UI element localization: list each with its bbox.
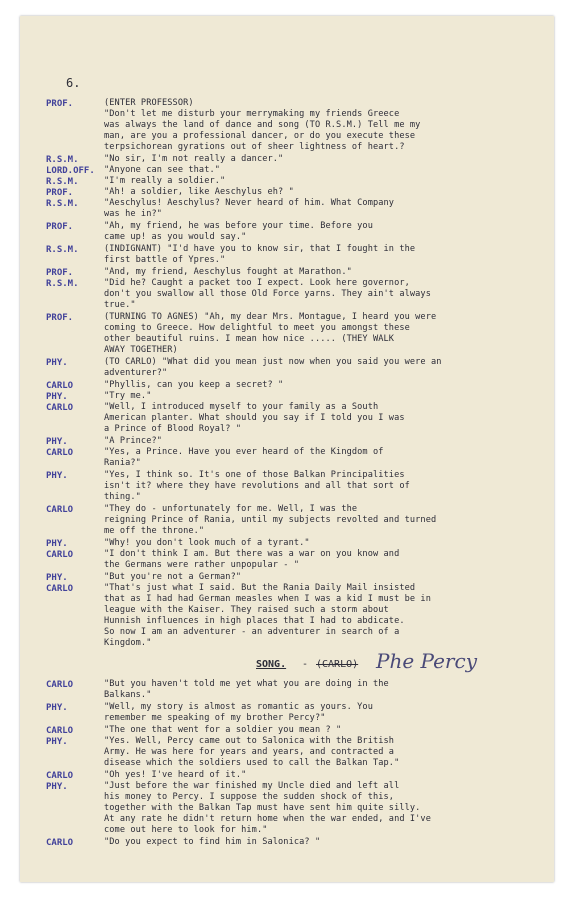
dialogue-text	[104, 436, 576, 469]
speaker-column	[46, 244, 104, 256]
speaker-column	[46, 267, 104, 290]
dialogue-line: isn't it? where they have revolutions and all that sort of	[104, 481, 410, 491]
script-body	[46, 98, 576, 850]
dialogue-row	[46, 770, 576, 836]
dialogue-line: "Try me."	[104, 391, 152, 401]
dialogue-line: "Ah! a soldier, like Aeschylus eh? "	[104, 187, 294, 197]
dialogue-line: "Yes, I think so. It's one of those Balkan Principalities	[104, 470, 405, 480]
dialogue-line: "Aeschylus! Aeschylus? Never heard of him. What Company	[104, 198, 395, 208]
speaker-name: PHY.	[46, 539, 68, 549]
speaker-name: CARLO	[46, 505, 74, 515]
dialogue-line: "I'm really a soldier."	[104, 176, 226, 186]
speaker-name: PROF.	[46, 313, 74, 323]
dialogue-row	[46, 380, 576, 435]
dialogue-line: "Well, I introduced myself to your family as a South	[104, 402, 379, 412]
speaker-column	[46, 380, 104, 414]
dialogue-line: thing."	[104, 492, 141, 502]
dialogue-line: was always the land of dance and song (TO R.S.M.) Tell me my	[104, 120, 421, 130]
dialogue-line: "Ah, my friend, he was before your time. Before you	[104, 221, 373, 231]
dialogue-text	[104, 380, 576, 435]
speaker-column	[46, 702, 104, 714]
speaker-column	[46, 679, 104, 691]
dialogue-line: "They do - unfortunately for me. Well, I was the	[104, 504, 358, 514]
dialogue-text	[104, 837, 576, 848]
dialogue-line: "No sir, I'm not really a dancer."	[104, 154, 284, 164]
speaker-column	[46, 504, 104, 516]
dialogue-text	[104, 357, 576, 379]
dialogue-text	[104, 702, 576, 724]
dialogue-line: other beautiful ruins. I mean how nice ..... (THEY WALK	[104, 334, 395, 344]
dialogue-line: together with the Balkan Tap must have sent him quite silly.	[104, 803, 421, 813]
speaker-name: PHY.	[46, 358, 68, 368]
speaker-column	[46, 436, 104, 459]
speaker-name: PROF.	[46, 222, 74, 232]
speaker-name: R.S.M.	[46, 155, 79, 165]
dialogue-line: "That's just what I said. But the Rania Daily Mail insisted	[104, 583, 416, 593]
dialogue-line: reigning Prince of Rania, until my subjects revolted and turned	[104, 515, 437, 525]
speaker-name: CARLO	[46, 403, 74, 413]
dialogue-line: At any rate he didn't return home when the war ended, and I've	[104, 814, 431, 824]
dialogue-line: coming to Greece. How delightful to meet you amongst these	[104, 323, 410, 333]
dialogue-line: (TURNING TO AGNES) "Ah, my dear Mrs. Montague, I heard you were	[104, 312, 437, 322]
dialogue-line: "Why! you don't look much of a tyrant."	[104, 538, 310, 548]
dialogue-line: AWAY TOGETHER)	[104, 345, 178, 355]
speaker-column	[46, 154, 104, 210]
dialogue-row	[46, 267, 576, 311]
dialogue-line: came up! as you would say."	[104, 232, 247, 242]
dialogue-block-after-song	[46, 679, 576, 849]
dialogue-row	[46, 98, 576, 153]
speaker-name: CARLO	[46, 726, 74, 736]
dialogue-text	[104, 154, 576, 220]
dialogue-line: American planter. What should you say if I told you I was	[104, 413, 405, 423]
dialogue-text	[104, 267, 576, 311]
dialogue-line: (TO CARLO) "What did you mean just now when you said you were an	[104, 357, 442, 367]
speaker-name: PROF.	[46, 188, 74, 198]
speaker-column	[46, 837, 104, 849]
handwritten-annotation: Phe Percy	[376, 649, 477, 673]
dialogue-row	[46, 357, 576, 379]
dialogue-row	[46, 470, 576, 503]
speaker-name: PROF.	[46, 99, 74, 109]
speaker-name: R.S.M.	[46, 177, 79, 187]
speaker-name: CARLO	[46, 771, 74, 781]
dialogue-text	[104, 221, 576, 243]
speaker-name: PROF.	[46, 268, 74, 278]
speaker-column	[46, 572, 104, 595]
dialogue-line: was he in?"	[104, 209, 163, 219]
dialogue-line: the Germans were rather unpopular - "	[104, 560, 300, 570]
dialogue-line: "Yes, a Prince. Have you ever heard of the Kingdom of	[104, 447, 384, 457]
dialogue-line: Hunnish influences in high places that I had to abdicate.	[104, 616, 405, 626]
speaker-name: CARLO	[46, 838, 74, 848]
dialogue-row	[46, 312, 576, 356]
dialogue-line: "I don't think I am. But there was a war on you know and	[104, 549, 400, 559]
dialogue-line: a Prince of Blood Royal? "	[104, 424, 242, 434]
speaker-column	[46, 312, 104, 324]
dialogue-line: "Phyllis, can you keep a secret? "	[104, 380, 284, 390]
speaker-column	[46, 221, 104, 233]
dialogue-row	[46, 504, 576, 537]
dialogue-line: "But you're not a German?"	[104, 572, 242, 582]
dialogue-text	[104, 470, 576, 503]
dialogue-line: true."	[104, 300, 136, 310]
song-dash: -	[302, 659, 309, 670]
speaker-name: R.S.M.	[46, 199, 79, 209]
dialogue-line: (INDIGNANT) "I'd have you to know sir, that I fought in the	[104, 244, 416, 254]
page-number: 6.	[66, 76, 81, 90]
dialogue-line: that as I had had German measles when I was a kid I must be in	[104, 594, 431, 604]
speaker-column	[46, 725, 104, 748]
song-label: SONG.	[256, 659, 287, 670]
speaker-column	[46, 538, 104, 561]
dialogue-line: "But you haven't told me yet what you are doing in the	[104, 679, 389, 689]
speaker-name: PHY.	[46, 437, 68, 447]
dialogue-row	[46, 154, 576, 220]
speaker-name: LORD.OFF.	[46, 166, 95, 176]
dialogue-row	[46, 837, 576, 849]
dialogue-line: remember me speaking of my brother Percy?"	[104, 713, 326, 723]
speaker-name: CARLO	[46, 550, 74, 560]
speaker-column	[46, 357, 104, 369]
dialogue-line: his money to Percy. I suppose the sudden shock of this,	[104, 792, 395, 802]
dialogue-line: Balkans."	[104, 690, 152, 700]
dialogue-line: "The one that went for a soldier you mean ? "	[104, 725, 342, 735]
dialogue-line: So now I am an adventurer - an adventurer in search of a	[104, 627, 400, 637]
dialogue-line: Rania?"	[104, 458, 141, 468]
speaker-name: PHY.	[46, 703, 68, 713]
typescript-page	[20, 16, 554, 882]
dialogue-row	[46, 244, 576, 266]
speaker-name: PHY.	[46, 573, 68, 583]
dialogue-line: "Anyone can see that."	[104, 165, 221, 175]
dialogue-line: "Don't let me disturb your merrymaking my friends Greece	[104, 109, 400, 119]
dialogue-line: disease which the soldiers used to call the Balkan Tap."	[104, 758, 400, 768]
speaker-name: R.S.M.	[46, 279, 79, 289]
dialogue-line: "And, my friend, Aeschylus fought at Marathon."	[104, 267, 352, 277]
speaker-name: PHY.	[46, 782, 68, 792]
dialogue-line: (ENTER PROFESSOR)	[104, 98, 194, 108]
dialogue-row	[46, 538, 576, 571]
dialogue-text	[104, 312, 576, 356]
dialogue-block-before-song	[46, 98, 576, 649]
dialogue-row	[46, 702, 576, 724]
speaker-name: CARLO	[46, 680, 74, 690]
dialogue-line: first battle of Ypres."	[104, 255, 226, 265]
dialogue-row	[46, 725, 576, 769]
speaker-name: CARLO	[46, 448, 74, 458]
dialogue-line: terpsichorean gyrations out of sheer lightness of heart.?	[104, 142, 405, 152]
dialogue-line: "Do you expect to find him in Salonica? "	[104, 837, 321, 847]
speaker-column	[46, 98, 104, 110]
dialogue-line: don't you swallow all those Old Force yarns. They ain't always	[104, 289, 431, 299]
dialogue-line: "A Prince?"	[104, 436, 163, 446]
dialogue-text	[104, 572, 576, 649]
song-cue	[46, 649, 576, 677]
speaker-column	[46, 470, 104, 482]
speaker-name: PHY.	[46, 471, 68, 481]
speaker-name: PHY.	[46, 392, 68, 402]
dialogue-row	[46, 221, 576, 243]
speaker-name: CARLO	[46, 381, 74, 391]
dialogue-row	[46, 572, 576, 649]
dialogue-line: "Oh yes! I've heard of it."	[104, 770, 247, 780]
struck-out-name: (CARLO)	[316, 659, 359, 670]
dialogue-text	[104, 98, 576, 153]
dialogue-line: come out here to look for him."	[104, 825, 268, 835]
speaker-column	[46, 770, 104, 793]
dialogue-text	[104, 725, 576, 769]
dialogue-line: man, are you a professional dancer, or do you execute these	[104, 131, 416, 141]
dialogue-line: me off the throne."	[104, 526, 205, 536]
dialogue-line: league with the Kaiser. They raised such a storm about	[104, 605, 389, 615]
dialogue-text	[104, 679, 576, 701]
dialogue-text	[104, 244, 576, 266]
dialogue-line: Kingdom."	[104, 638, 152, 648]
dialogue-text	[104, 770, 576, 836]
dialogue-row	[46, 436, 576, 469]
speaker-name: CARLO	[46, 584, 74, 594]
dialogue-text	[104, 504, 576, 537]
speaker-name: R.S.M.	[46, 245, 79, 255]
dialogue-line: Army. He was here for years and years, and contracted a	[104, 747, 395, 757]
dialogue-text	[104, 538, 576, 571]
dialogue-line: "Did he? Caught a packet too I expect. Look here governor,	[104, 278, 410, 288]
dialogue-line: adventurer?"	[104, 368, 168, 378]
dialogue-line: "Well, my story is almost as romantic as yours. You	[104, 702, 373, 712]
dialogue-line: "Yes. Well, Percy came out to Salonica with the British	[104, 736, 395, 746]
speaker-name: PHY.	[46, 737, 68, 747]
dialogue-row	[46, 679, 576, 701]
dialogue-line: "Just before the war finished my Uncle died and left all	[104, 781, 400, 791]
